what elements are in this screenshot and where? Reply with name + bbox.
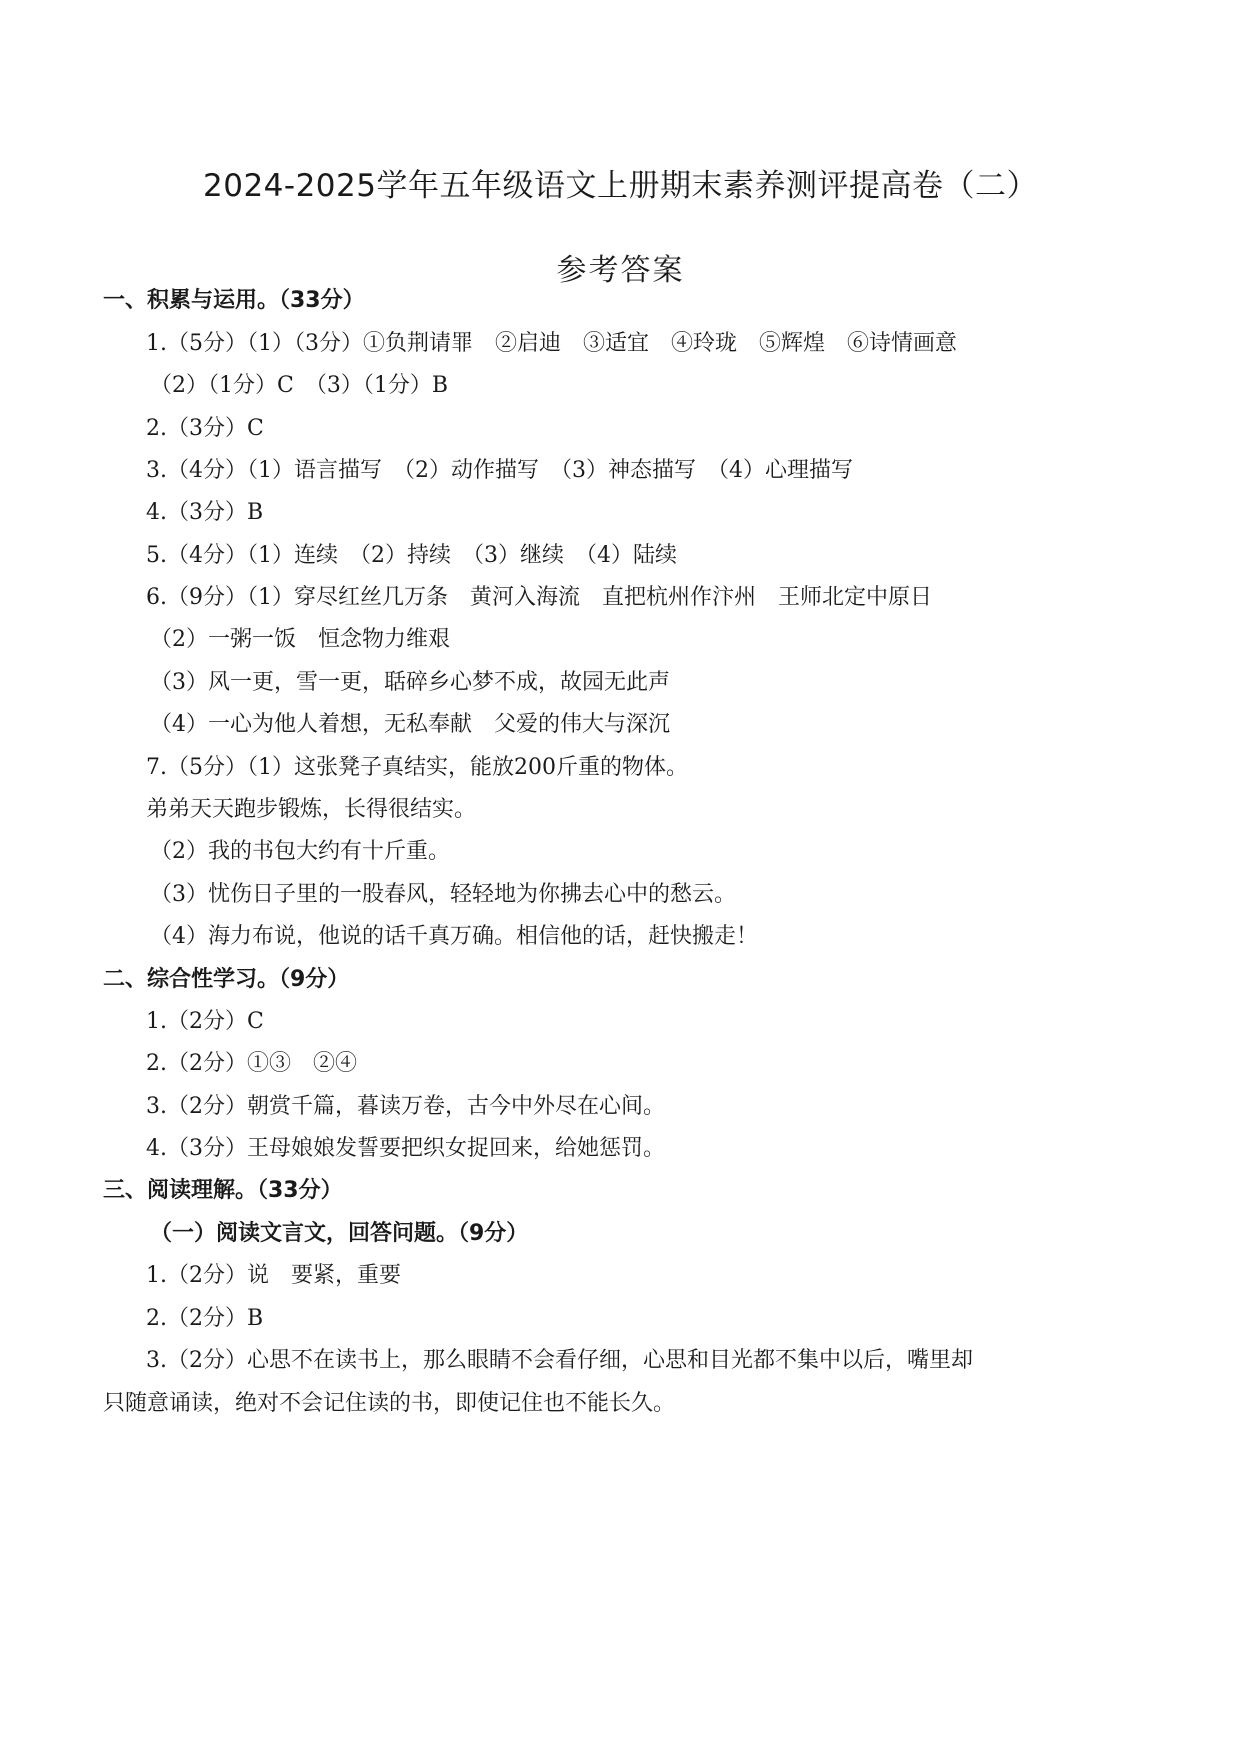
answer-line: 6.（9分）（1）穿尽红丝几万条 黄河入海流 直把杭州作汴州 王师北定中原日 [146,585,932,610]
answer-line: 1.（2分）说 要紧，重要 [146,1263,401,1288]
answer-line: （4）海力布说，他说的话千真万确。相信他的话，赶快搬走！ [150,924,758,949]
answer-line: 2.（3分）C [146,416,264,441]
answer-line: 3.（4分）（1）语言描写 （2）动作描写 （3）神态描写 （4）心理描写 [146,458,853,483]
answer-line: （2）我的书包大约有十斤重。 [150,839,450,864]
section-1-heading: 一、积累与运用。（33分） [103,288,365,313]
answer-line: 3.（2分）朝赏千篇，暮读万卷，古今中外尽在心间。 [146,1094,665,1119]
answer-line: （3）风一更，雪一更，聒碎乡心梦不成，故园无此声 [150,670,670,695]
answer-line: 5.（4分）（1）连续 （2）持续 （3）继续 （4）陆续 [146,543,677,568]
answer-line: 2.（2分）B [146,1306,264,1331]
document-subtitle: 参考答案 [556,253,685,288]
answer-line: 4.（3分）B [146,500,264,525]
answer-line: （2）一粥一饭 恒念物力维艰 [150,627,450,652]
answer-line: （3）忧伤日子里的一股春风，轻轻地为你拂去心中的愁云。 [150,882,736,907]
answer-line: 1.（2分）C [146,1009,264,1034]
answer-line: 7.（5分）（1）这张凳子真结实，能放200斤重的物体。 [146,755,688,780]
answer-line: （4）一心为他人着想，无私奉献 父爱的伟大与深沉 [150,712,670,737]
section-3-heading: 三、阅读理解。（33分） [103,1178,343,1203]
section-2-heading: 二、综合性学习。（9分） [103,967,350,992]
document-title: 2024-2025学年五年级语文上册期末素养测评提高卷（二） [203,168,1038,204]
answer-line: 只随意诵读，绝对不会记住读的书，即使记住也不能长久。 [103,1391,676,1416]
answer-line: 3.（2分）心思不在读书上，那么眼睛不会看仔细，心思和目光都不集中以后，嘴里却 [146,1348,973,1373]
answer-line: 4.（3分）王母娘娘发誓要把织女捉回来，给她惩罚。 [146,1136,665,1161]
answer-line: （2）（1分）C （3）（1分）B [150,373,448,398]
answer-line: 弟弟天天跑步锻炼，长得很结实。 [146,797,477,822]
answer-line: 2.（2分）①③ ②④ [146,1051,357,1076]
subsection-heading: （一）阅读文言文，回答问题。（9分） [150,1221,529,1246]
answer-line: 1.（5分）（1）（3分）①负荆请罪 ②启迪 ③适宜 ④玲珑 ⑤辉煌 ⑥诗情画意 [146,331,957,356]
